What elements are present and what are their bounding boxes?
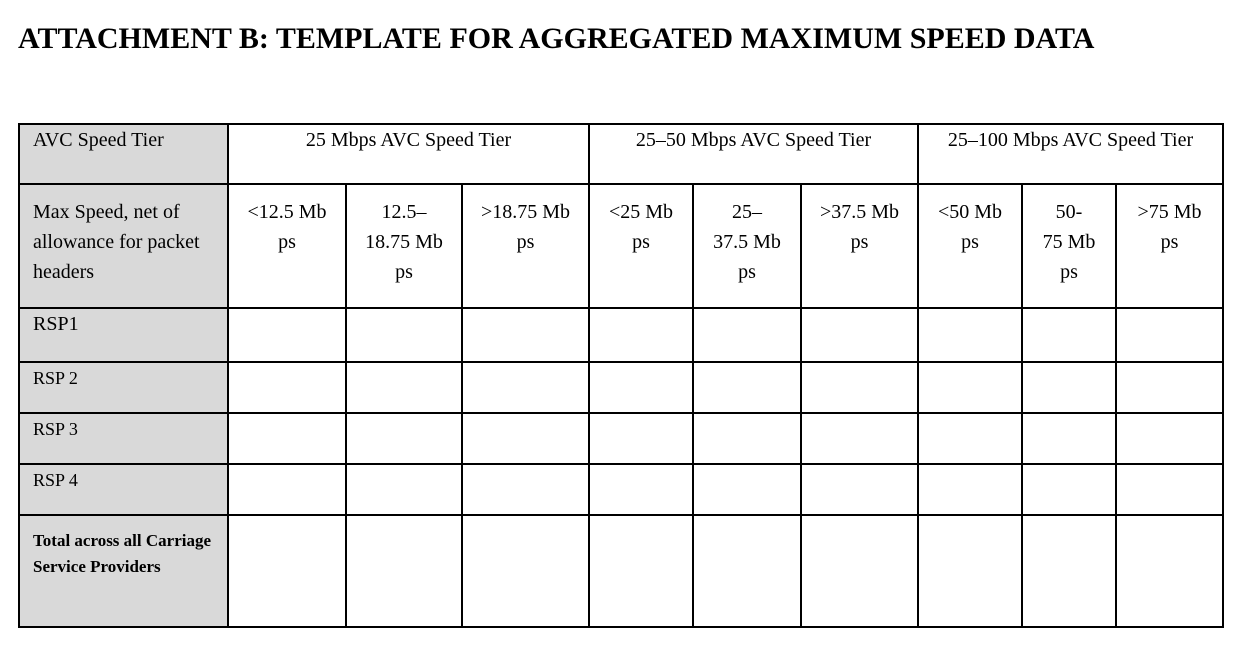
empty-data-cell xyxy=(462,362,589,413)
row-label-total: Total across all Carriage Service Providers xyxy=(19,515,228,627)
empty-data-cell xyxy=(801,308,918,362)
empty-data-cell xyxy=(228,308,346,362)
tier-header-row xyxy=(19,124,1223,184)
empty-data-cell xyxy=(589,308,693,362)
empty-data-cell xyxy=(1116,362,1223,413)
row-label-avc-speed-tier: AVC Speed Tier xyxy=(19,124,228,184)
empty-data-cell xyxy=(462,515,589,627)
range-header-cell xyxy=(228,184,346,308)
range-label: >75 Mb ps xyxy=(1137,201,1202,253)
empty-data-cell xyxy=(589,413,693,464)
empty-data-cell xyxy=(918,464,1022,515)
range-header-cell xyxy=(1022,184,1116,308)
tier-header-25: 25 Mbps AVC Speed Tier xyxy=(228,124,589,184)
range-label: 50- 75 Mb ps xyxy=(1042,201,1096,283)
empty-data-cell xyxy=(918,413,1022,464)
empty-data-cell xyxy=(346,413,462,464)
range-label: >18.75 Mb ps xyxy=(480,201,571,253)
empty-data-cell xyxy=(801,413,918,464)
empty-data-cell xyxy=(693,464,801,515)
row-label-rsp1: RSP1 xyxy=(19,308,228,362)
range-label: <50 Mb ps xyxy=(937,201,1003,253)
row-label-max-speed: Max Speed, net of allowance for packet headers xyxy=(19,184,228,308)
empty-data-cell xyxy=(1022,362,1116,413)
empty-data-cell xyxy=(1022,515,1116,627)
empty-data-cell xyxy=(589,515,693,627)
empty-data-cell xyxy=(462,464,589,515)
table-row xyxy=(19,464,1223,515)
empty-data-cell xyxy=(228,413,346,464)
row-label-rsp3: RSP 3 xyxy=(19,413,228,464)
range-header-cell xyxy=(918,184,1022,308)
empty-data-cell xyxy=(1116,308,1223,362)
table-row xyxy=(19,413,1223,464)
range-label: 25– 37.5 Mb ps xyxy=(713,201,781,283)
empty-data-cell xyxy=(462,308,589,362)
empty-data-cell xyxy=(693,413,801,464)
empty-data-cell xyxy=(346,464,462,515)
row-label-rsp2: RSP 2 xyxy=(19,362,228,413)
range-label: 12.5– 18.75 Mb ps xyxy=(365,201,443,283)
max-speed-header-row xyxy=(19,184,1223,308)
range-header-cell xyxy=(1116,184,1223,308)
empty-data-cell xyxy=(918,308,1022,362)
range-header-cell xyxy=(462,184,589,308)
range-label: <12.5 Mb ps xyxy=(247,201,327,253)
empty-data-cell xyxy=(693,515,801,627)
empty-data-cell xyxy=(346,362,462,413)
empty-data-cell xyxy=(589,362,693,413)
empty-data-cell xyxy=(918,362,1022,413)
range-header-cell xyxy=(693,184,801,308)
table-row xyxy=(19,362,1223,413)
table-row-total xyxy=(19,515,1223,627)
empty-data-cell xyxy=(228,515,346,627)
empty-data-cell xyxy=(1116,515,1223,627)
empty-data-cell xyxy=(228,464,346,515)
tier-header-25-50: 25–50 Mbps AVC Speed Tier xyxy=(589,124,918,184)
table-row xyxy=(19,308,1223,362)
empty-data-cell xyxy=(589,464,693,515)
speed-data-table xyxy=(18,123,1224,628)
empty-data-cell xyxy=(918,515,1022,627)
empty-data-cell xyxy=(228,362,346,413)
empty-data-cell xyxy=(801,362,918,413)
range-label: <25 Mb ps xyxy=(608,201,674,253)
empty-data-cell xyxy=(801,515,918,627)
empty-data-cell xyxy=(1022,413,1116,464)
range-header-cell xyxy=(346,184,462,308)
empty-data-cell xyxy=(462,413,589,464)
empty-data-cell xyxy=(801,464,918,515)
empty-data-cell xyxy=(346,515,462,627)
range-label: >37.5 Mb ps xyxy=(819,201,900,253)
tier-header-25-100: 25–100 Mbps AVC Speed Tier xyxy=(918,124,1223,184)
empty-data-cell xyxy=(1022,308,1116,362)
empty-data-cell xyxy=(693,308,801,362)
range-header-cell xyxy=(589,184,693,308)
empty-data-cell xyxy=(1116,464,1223,515)
empty-data-cell xyxy=(346,308,462,362)
row-label-rsp4: RSP 4 xyxy=(19,464,228,515)
empty-data-cell xyxy=(1022,464,1116,515)
empty-data-cell xyxy=(1116,413,1223,464)
range-header-cell xyxy=(801,184,918,308)
document-title: ATTACHMENT B: TEMPLATE FOR AGGREGATED MAXIMUM SPEED DATA xyxy=(18,22,1095,55)
empty-data-cell xyxy=(693,362,801,413)
